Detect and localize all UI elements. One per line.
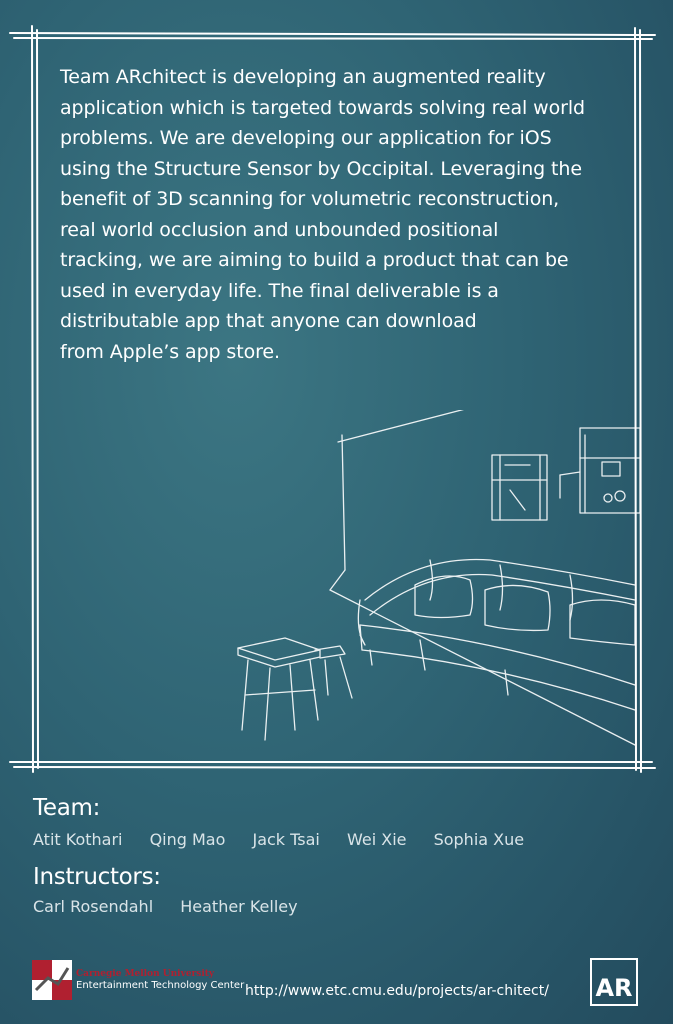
description-line: distributable app that anyone can download bbox=[60, 310, 477, 332]
description-line: used in everyday life. The final deliverable is a bbox=[60, 279, 499, 302]
description-line: benefit of 3D scanning for volumetric reconstruction, bbox=[60, 188, 560, 210]
cmu-name: Carnegie Mellon University bbox=[76, 969, 215, 979]
cmu-logo-icon bbox=[32, 960, 72, 1000]
team-member: Atit Kothari bbox=[33, 830, 123, 849]
description-line: problems. We are developing our application for iOS bbox=[60, 127, 552, 149]
description-line: application which is targeted towards solving real world bbox=[60, 96, 585, 119]
description-line: tracking, we are aiming to build a product that can be bbox=[60, 249, 569, 271]
team-members bbox=[33, 830, 546, 849]
team-member: Wei Xie bbox=[346, 830, 407, 849]
instructor: Carl Rosendahl bbox=[33, 897, 154, 916]
ar-logo-text: AR bbox=[595, 974, 633, 1002]
cmu-etc-wordmark bbox=[76, 968, 244, 992]
team-member: Qing Mao bbox=[149, 830, 226, 849]
instructor: Heather Kelley bbox=[180, 897, 298, 916]
living-room-sketch bbox=[230, 410, 640, 750]
team-member: Jack Tsai bbox=[252, 830, 320, 849]
description-line: Team ARchitect is developing an augmented reality bbox=[60, 66, 546, 88]
instructors-heading: Instructors: bbox=[33, 864, 161, 890]
team-heading: Team: bbox=[33, 795, 101, 821]
description-line: using the Structure Sensor by Occipital. Leveraging the bbox=[60, 157, 582, 180]
team-member: Sophia Xue bbox=[433, 830, 525, 849]
etc-name: Entertainment Technology Center bbox=[76, 980, 245, 991]
description-line: from Apple’s app store. bbox=[60, 340, 280, 363]
project-description bbox=[60, 62, 620, 367]
instructor-list bbox=[33, 897, 320, 916]
architect-logo-icon bbox=[590, 958, 638, 1006]
description-line: real world occlusion and unbounded positional bbox=[60, 218, 499, 241]
project-url[interactable]: http://www.etc.cmu.edu/projects/ar-chitect/ bbox=[245, 983, 549, 999]
